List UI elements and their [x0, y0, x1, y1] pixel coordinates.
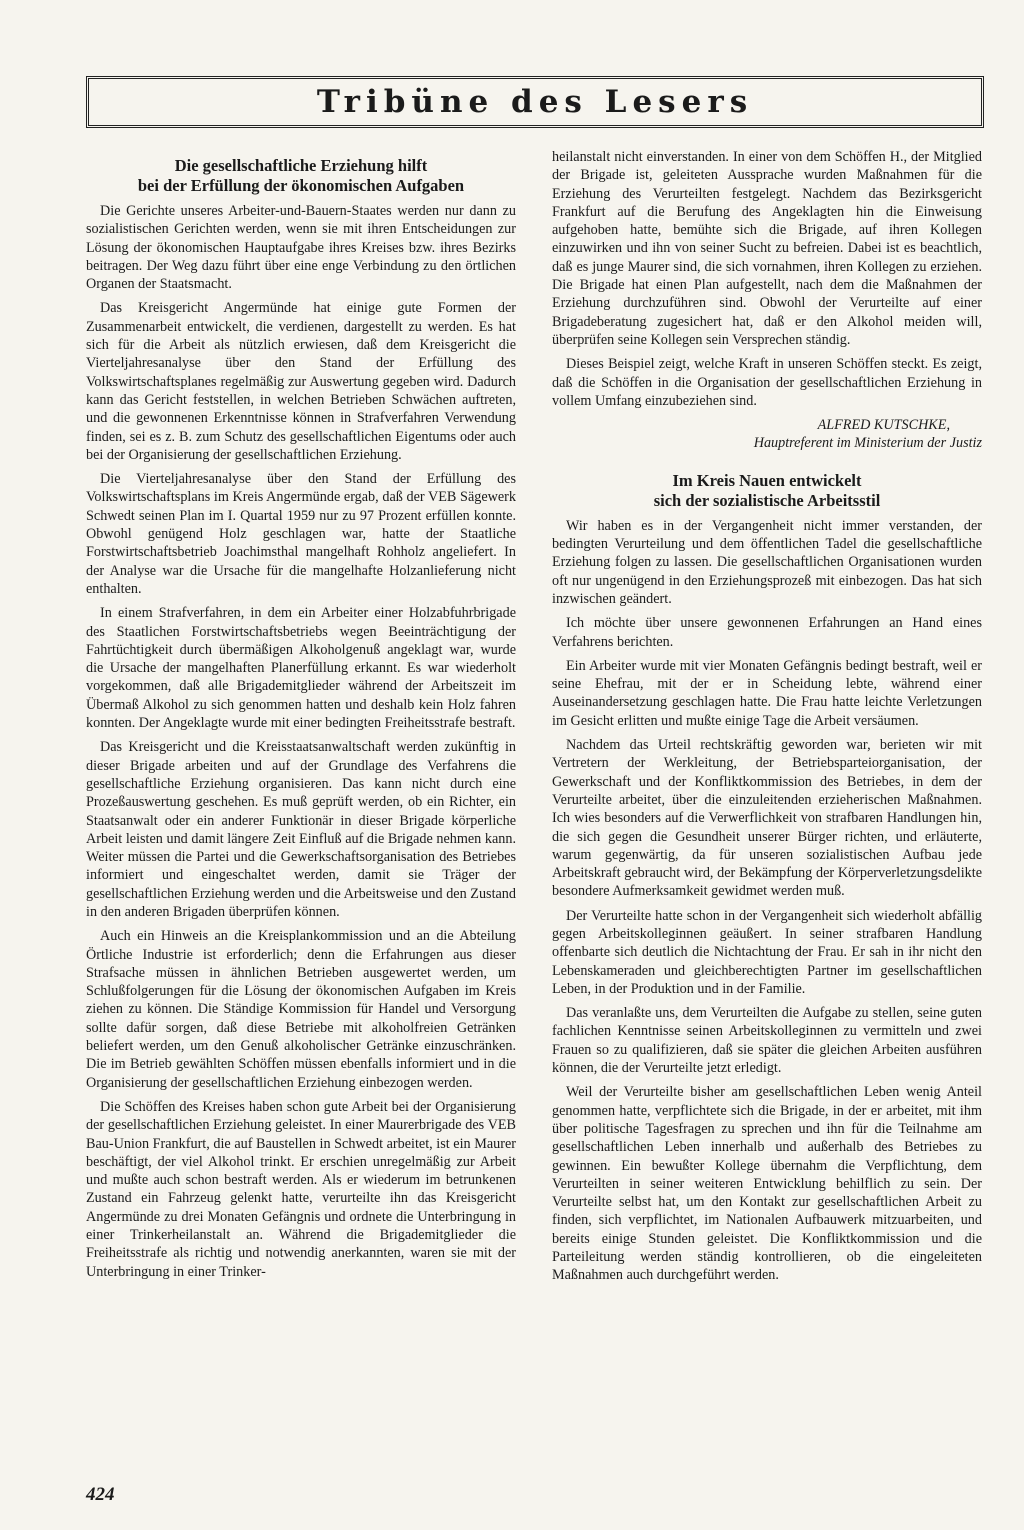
article1-headline-line1: Die gesellschaftliche Erziehung hilft	[174, 156, 428, 175]
article2-paragraph: Weil der Verurteilte bisher am gesellschaftlichen Leben wenig Anteil genommen hatte, verpflichtete sich die Brigade, in der er arbeitet, mit ihm über politische Tagesfragen zu sprechen und ihn für die Teilnahme am gesellschaftlichen Leben innerhalb und außerhalb des Betriebes zu gewinnen. Ein bewußter Kollege übernahm die Verpflichtung, dem Verurteilten in seiner weiteren Entwicklung behilflich zu sein. Der Verurteilte selbst hat, um den Kontakt zur gesellschaftlichen Arbeit zu finden, sich verpflichtet, im Nationalen Aufbauwerk mitzuarbeiten, und bereits einige Stunden geleistet. Die Konfliktkommission und die Parteileitung werden ständig kontrollieren, ob die eingeleiteten Maßnahmen auch durchgeführt werden.	[552, 1084, 982, 1284]
article1-author-title: Hauptreferent im Ministerium der Justiz	[753, 435, 982, 452]
column-left	[86, 150, 516, 1500]
column-right	[552, 148, 982, 1500]
article1-paragraph: Dieses Beispiel zeigt, welche Kraft in unseren Schöffen steckt. Es zeigt, daß die Schöffen in die Organisation der gesellschaftlichen Erziehung in vollem Umfang einzubeziehen sind.	[552, 356, 982, 409]
article2-headline	[552, 471, 982, 511]
article1-paragraph: Die Schöffen des Kreises haben schon gute Arbeit bei der Organisierung der gesellschaftlichen Erziehung geleistet. In einer Maurerbrigade des VEB Bau-Union Frankfurt, die auf Baustellen in Schwedt arbeitet, ist ein Maurer beschäftigt, der viel Alkohol trinkt. Er erschien unregelmäßig zur Arbeit und mußte auch schon bestraft werden. Als er wiederum im betrunkenen Zustand ein Fahrzeug gelenkt hatte, verurteilte ihn das Kreisgericht Angermünde zu drei Monaten Gefängnis und ordnete die Unterbringung in einer Trinkerheilanstalt an. Während die Brigademitglieder die Freiheitsstrafe als richtig und notwendig anerkannten, waren sie mit der Unterbringung in einer Trinker-	[86, 1098, 516, 1280]
page-number: 424	[86, 1484, 115, 1505]
article2-paragraph: Das veranlaßte uns, dem Verurteilten die Aufgabe zu stellen, seine guten fachlichen Kenntnisse seinen Arbeitskolleginnen zu vermitteln und zwei Frauen so zu qualifizieren, daß sie später die gleichen Arbeiten ausführen können, die der Verurteilte jetzt erledigt.	[552, 1005, 982, 1077]
article2-paragraph: Ein Arbeiter wurde mit vier Monaten Gefängnis bedingt bestraft, weil er seine Ehefrau, mit der er in Scheidung lebte, während einer Auseinandersetzung geschlagen hatte. Die Frau hatte leichte Verletzungen im Gesicht erlitten und mußte einige Tage die Arbeit versäumen.	[552, 657, 982, 729]
article1-paragraph: Die Vierteljahresanalyse über den Stand der Erfüllung des Volkswirtschaftsplans im Kreis Angermünde ergab, daß der VEB Sägewerk Schwedt seinen Plan im I. Quartal 1959 nur zu 97 Prozent erfüllen konnte. Obwohl genügend Holz geschlagen war, hatte der Staatliche Forstwirtschaftsbetrieb Joachimsthal mangelhaft Rohholz angeliefert. In der Analyse war die Ursache für die mangelhafte Holzanlieferung nicht enthalten.	[86, 471, 516, 597]
article1-paragraph: Auch ein Hinweis an die Kreisplankommission und an die Abteilung Örtliche Industrie ist erforderlich; denn die Erfahrungen aus dieser Strafsache müssen in ähnlichen Betrieben ausgewertet werden, um Schlußfolgerungen für die Lösung der ökonomischen Aufgaben im Kreis ziehen zu können. Die Ständige Kommission für Handel und Versorgung sollte dafür sorgen, daß diese Betriebe mit alkoholfreien Getränken beliefert werden, um den Genuß alkoholischer Getränke einzuschränken. Die im Betrieb gewählten Schöffen müssen ebenfalls informiert und in die Organisierung der gesellschaftlichen Erziehung einbezogen werden.	[86, 928, 516, 1091]
article1-paragraph: Das Kreisgericht und die Kreisstaatsanwaltschaft werden zukünftig in dieser Brigade arbeiten und auf der Grundlage des Verfahrens die gesellschaftliche Erziehung organisieren. Das kann nicht durch eine Prozeßauswertung geschehen. Es muß geprüft werden, ob ein Richter, ein Staatsanwalt oder ein anderer Funktionär in dieser Brigade körperliche Arbeit leisten und damit längere Zeit Einfluß auf die Brigade nehmen kann. Weiter müssen die Partei und die Gewerkschaftsorganisation des Betriebes informiert und eingeschaltet werden, damit sie Träger der gesellschaftlichen Erziehung werden und die Arbeitsweise und den Zustand in den anderen Brigaden überprüfen können.	[86, 739, 516, 920]
article2-paragraph: Nachdem das Urteil rechtskräftig geworden war, berieten wir mit Vertretern der Werkleitung, der Betriebsparteiorganisation, der Gewerkschaft und der Konfliktkommission des Betriebes, in dem der Verurteilte arbeitet, über die einzuleitenden erzieherischen Maßnahmen. Ich wies besonders auf die Verwerflichkeit von strafbaren Handlungen hin, die sich gegen die Gesundheit unserer Bürger richten, und erläuterte, warum gegenwärtig, da für unseren sozialistischen Aufbau jede Arbeitskraft gebraucht wird, der Bekämpfung der Körperverletzungsdelikte besondere Aufmerksamkeit gewidmet werden muß.	[552, 737, 982, 900]
article2-headline-line1: Im Kreis Nauen entwickelt	[672, 470, 862, 490]
article1-headline-line2: bei der Erfüllung der ökonomischen Aufgaben	[137, 176, 465, 195]
article1-paragraph: Die Gerichte unseres Arbeiter-und-Bauern-Staates werden nur dann zu sozialistischen Gerichten werden, wenn sie mit ihren Entscheidungen zur Lösung der ökonomischen Hauptaufgabe ihres Kreises bzw. ihres Bezirks beitragen. Der Weg dazu führt über eine enge Verbindung zu den örtlichen Organen der Staatsmacht.	[86, 203, 516, 293]
article1-paragraph: In einem Strafverfahren, in dem ein Arbeiter einer Holzabfuhrbrigade des Staatlichen Forstwirtschaftsbetriebs wegen Beeinträchtigung der Fahrtüchtigkeit durch übermäßigen Alkoholgenuß angeklagt war, wurde die Ursache der mangelhaften Planerfüllung erkannt. Es war wiederholt vorgekommen, daß alle Brigademitglieder während der Arbeitszeit im Übermaß Alkohol zu sich genommen hatten und deshalb kein Holz fahren konnten. Der Angeklagte wurde mit einer bedingten Freiheitsstrafe bestraft.	[86, 605, 516, 732]
section-title: Tribüne des Lesers	[316, 84, 754, 120]
article-separator	[552, 453, 982, 471]
article1-continuation: heilanstalt nicht einverstanden. In einer von dem Schöffen H., der Mitglied der Brigade ist, geleiteten Aussprache wurden Maßnahmen für die Erziehung des Verurteilten festgelegt. Nachdem das Bezirksgericht Frankfurt auf die Berufung des Angeklagten hin die Einweisung aufgehoben hatte, bemühte sich die Brigade, auf ihren Kollegen einzuwirken und ihn von seiner Sucht zu befreien. Dabei ist es beachtlich, daß es junge Maurer sind, die sich vornahmen, ihren Kollegen zu erziehen. Die Brigade hat einen Plan aufgestellt, nach dem die Maßnahmen der Erziehung durchzuführen sind. Obwohl der Verurteilte auf einer Brigadeberatung zugesichert hat, daß er den Alkohol meiden will, überprüfen seine Kollegen sein Versprechen ständig.	[552, 149, 982, 348]
article1-author-name: ALFRED KUTSCHKE,	[817, 417, 950, 434]
article2-headline-line2: sich der sozialistische Arbeitsstil	[653, 490, 881, 510]
article1-headline	[86, 156, 516, 196]
article2-paragraph: Wir haben es in der Vergangenheit nicht immer verstanden, der bedingten Verurteilung und dem öffentlichen Tadel die gesellschaftliche Erziehung folgen zu lassen. Die gesellschaftlichen Organisationen wurden oft nur ungenügend in den Erziehungsprozeß mit einbezogen. Das hat sich inzwischen geändert.	[552, 517, 982, 607]
article1-paragraph: Das Kreisgericht Angermünde hat einige gute Formen der Zusammenarbeit entwickelt, die verdienen, dargestellt zu werden. Es hat sich für die Arbeit als nützlich erwiesen, daß dem Kreisgericht die Vierteljahresanalyse über den Stand der Erfüllung des Volkswirtschaftsplanes regelmäßig zur Auswertung gegeben wird. Dadurch kann das Gericht feststellen, in welchen Betrieben Schwächen auftreten, und die gewonnenen Erkenntnisse können in Strafverfahren Verwendung finden, sei es z. B. zum Schutz des gesellschaftlichen Eigentums oder auch bei der Organisierung der gesellschaftlichen Erziehung.	[86, 300, 516, 463]
section-banner	[86, 76, 984, 128]
article2-paragraph: Der Verurteilte hatte schon in der Vergangenheit sich wiederholt abfällig gegen Arbeitskolleginnen geäußert. In seiner strafbaren Handlung offenbarte sich deutlich die Nichtachtung der Frau. Er sah in ihr nicht den Lebenskameraden und gleichberechtigten Partner im gesellschaftlichen Leben, in der Produktion und in der Familie.	[552, 907, 982, 997]
article2-paragraph: Ich möchte über unsere gewonnenen Erfahrungen an Hand eines Verfahrens berichten.	[552, 615, 982, 650]
